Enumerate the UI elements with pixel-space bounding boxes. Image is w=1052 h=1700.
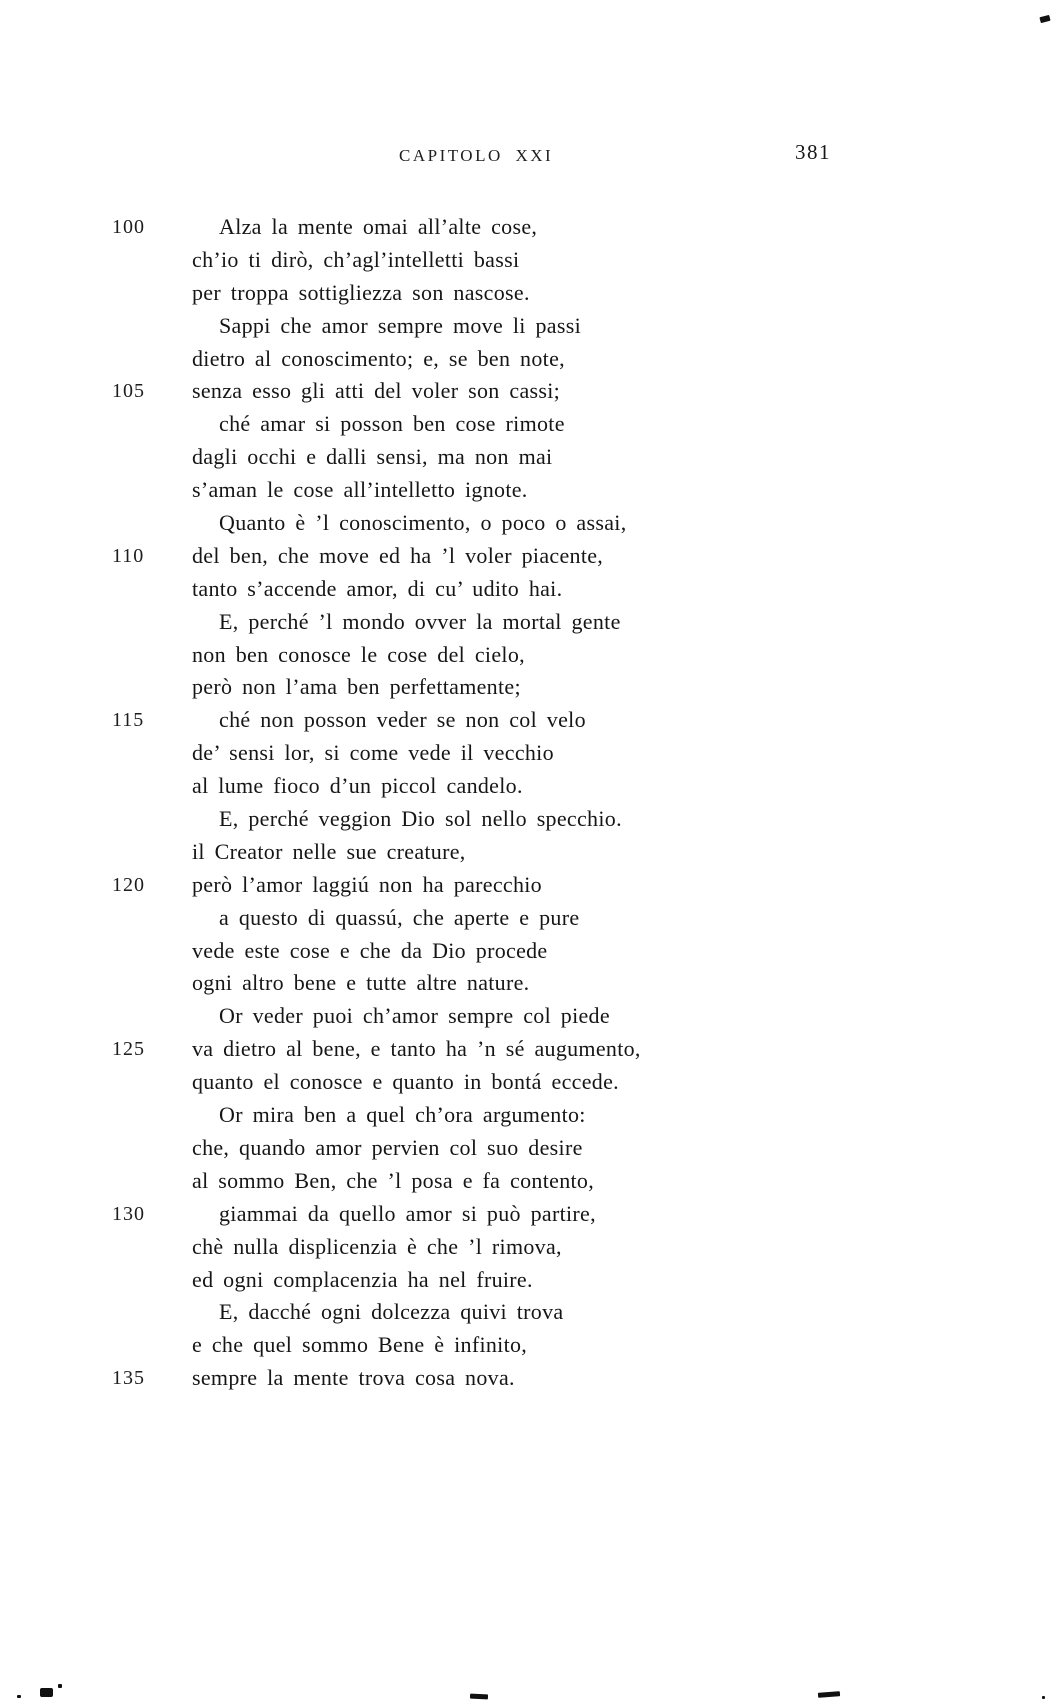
verse-text: ed ogni complacenzia ha nel fruire. bbox=[192, 1266, 533, 1292]
line-number: 115 bbox=[112, 709, 145, 732]
poem-line bbox=[0, 804, 1052, 837]
verse-text: del ben, che move ed ha ’l voler piacente, bbox=[192, 542, 604, 568]
verse-text: per troppa sottigliezza son nascose. bbox=[192, 279, 530, 305]
verse-text: però non l’ama ben perfettamente; bbox=[192, 674, 521, 700]
verse-text: il Creator nelle sue creature, bbox=[192, 838, 466, 864]
ink-speck bbox=[1042, 1696, 1045, 1699]
poem-line bbox=[0, 771, 1052, 804]
poem-line bbox=[0, 376, 1052, 409]
verse-text: Or mira ben a quel ch’ora argumento: bbox=[219, 1102, 586, 1128]
verse-text: non ben conosce le cose del cielo, bbox=[192, 641, 525, 667]
line-number: 130 bbox=[112, 1202, 145, 1225]
poem-line bbox=[0, 1330, 1052, 1363]
poem-line bbox=[0, 541, 1052, 574]
verse-text: a questo di quassú, che aperte e pure bbox=[219, 904, 580, 930]
line-number: 120 bbox=[112, 873, 145, 896]
verse-text: ch’io ti dirò, ch’agl’intelletti bassi bbox=[192, 246, 520, 272]
poem-line bbox=[0, 1133, 1052, 1166]
poem-line bbox=[0, 1166, 1052, 1199]
poem-line bbox=[0, 1100, 1052, 1133]
poem-line bbox=[0, 1067, 1052, 1100]
verse-text: ogni altro bene e tutte altre nature. bbox=[192, 970, 530, 996]
poem-line bbox=[0, 311, 1052, 344]
verse-text: vede este cose e che da Dio procede bbox=[192, 937, 548, 963]
line-number: 135 bbox=[112, 1367, 145, 1390]
poem-line bbox=[0, 212, 1052, 245]
poem-line bbox=[0, 968, 1052, 1001]
page-number: 381 bbox=[795, 140, 831, 164]
verse-text: al lume fioco d’un piccol candelo. bbox=[192, 773, 523, 799]
verse-text: Or veder puoi ch’amor sempre col piede bbox=[219, 1003, 610, 1029]
line-number: 125 bbox=[112, 1038, 145, 1061]
verse-text: Alza la mente omai all’alte cose, bbox=[219, 214, 538, 239]
poem-line bbox=[0, 1232, 1052, 1265]
poem-line bbox=[0, 508, 1052, 541]
poem-line bbox=[0, 672, 1052, 705]
poem-line bbox=[0, 1265, 1052, 1298]
verse-text: al sommo Ben, che ’l posa e fa contento, bbox=[192, 1167, 595, 1193]
poem-line bbox=[0, 936, 1052, 969]
verse-text: senza esso gli atti del voler son cassi; bbox=[192, 378, 561, 404]
poem-line bbox=[0, 1199, 1052, 1232]
poem-line bbox=[0, 344, 1052, 377]
line-number: 110 bbox=[112, 544, 145, 567]
poem-line bbox=[0, 1297, 1052, 1330]
line-number: 100 bbox=[112, 216, 145, 238]
verse-text: de’ sensi lor, si come vede il vecchio bbox=[192, 740, 554, 766]
verse-text: ché non posson veder se non col velo bbox=[219, 707, 586, 733]
verse-text: giammai da quello amor si può partire, bbox=[219, 1200, 596, 1226]
ink-speck bbox=[58, 1684, 62, 1688]
poem-line bbox=[0, 607, 1052, 640]
verse-text: Sappi che amor sempre move li passi bbox=[219, 312, 581, 338]
verse-text: che, quando amor pervien col suo desire bbox=[192, 1134, 583, 1160]
poem-line bbox=[0, 409, 1052, 442]
poem-line bbox=[0, 1034, 1052, 1067]
verse-text: va dietro al bene, e tanto ha ’n sé augumento, bbox=[192, 1036, 641, 1062]
poem-line bbox=[0, 903, 1052, 936]
ink-speck bbox=[818, 1691, 840, 1698]
poem-line bbox=[0, 870, 1052, 903]
poem-line bbox=[0, 574, 1052, 607]
poem-line bbox=[0, 837, 1052, 870]
verse-text: tanto s’accende amor, di cu’ udito hai. bbox=[192, 575, 563, 601]
verse-text: però l’amor laggiú non ha parecchio bbox=[192, 871, 542, 897]
verse-text: Quanto è ’l conoscimento, o poco o assai, bbox=[219, 510, 627, 536]
verse-text: chè nulla displicenzia è che ’l rimova, bbox=[192, 1233, 562, 1259]
ink-speck bbox=[470, 1694, 488, 1700]
poem-line bbox=[0, 1363, 1052, 1396]
chapter-heading: CAPITOLO XXI bbox=[399, 146, 554, 165]
poem-body bbox=[0, 212, 1052, 1396]
verse-text: dagli occhi e dalli sensi, ma non mai bbox=[192, 444, 553, 470]
verse-text: sempre la mente trova cosa nova. bbox=[192, 1365, 515, 1391]
verse-text: E, perché ’l mondo ovver la mortal gente bbox=[219, 608, 621, 634]
verse-text: E, dacché ogni dolcezza quivi trova bbox=[219, 1299, 564, 1325]
line-number: 105 bbox=[112, 380, 145, 403]
verse-text: s’aman le cose all’intelletto ignote. bbox=[192, 477, 528, 503]
poem-line bbox=[0, 738, 1052, 771]
verse-text: quanto el conosce e quanto in bontá eccede. bbox=[192, 1069, 619, 1095]
poem-line bbox=[0, 475, 1052, 508]
ink-speck bbox=[40, 1688, 53, 1697]
running-head bbox=[0, 0, 1052, 200]
verse-text: e che quel sommo Bene è infinito, bbox=[192, 1332, 528, 1358]
poem-line bbox=[0, 640, 1052, 673]
poem-line bbox=[0, 1001, 1052, 1034]
verse-text: ché amar si posson ben cose rimote bbox=[219, 411, 565, 437]
poem-line bbox=[0, 245, 1052, 278]
verse-text: E, perché veggion Dio sol nello specchio. bbox=[219, 806, 622, 832]
verse-text: dietro al conoscimento; e, se ben note, bbox=[192, 345, 565, 371]
poem-line bbox=[0, 442, 1052, 475]
poem-line bbox=[0, 705, 1052, 738]
poem-line bbox=[0, 278, 1052, 311]
ink-speck bbox=[17, 1695, 21, 1698]
